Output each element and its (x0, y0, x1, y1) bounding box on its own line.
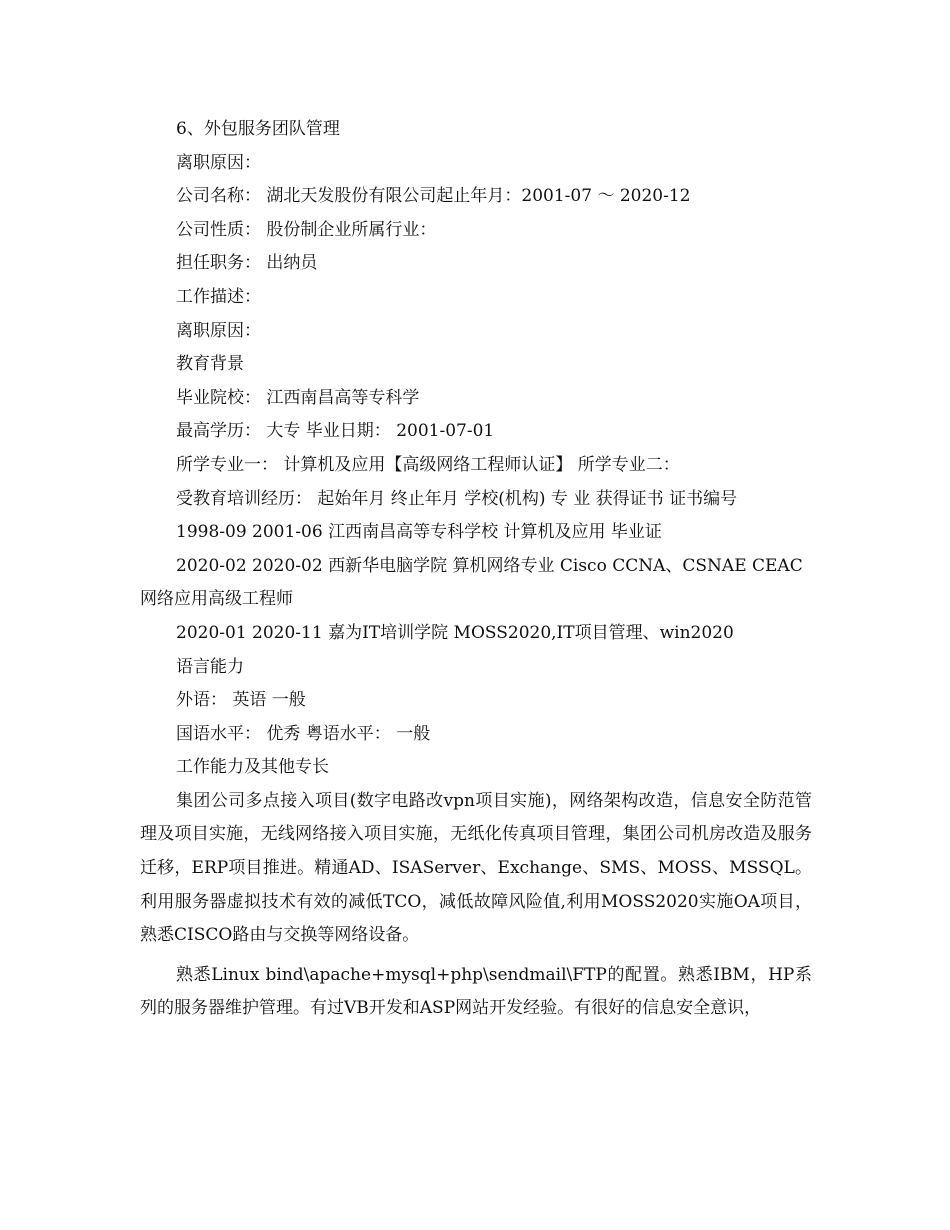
language-heading: 语言能力 (176, 656, 244, 677)
mandarin-line: 国语水平： 优秀 粤语水平： 一般 (176, 723, 431, 744)
job-description-label: 工作描述： (176, 286, 261, 307)
leave-reason-label: 离职原因： (176, 152, 261, 173)
training-row: 2020-01 2020-11 嘉为IT培训学院 MOSS2020,IT项目管理、win2020 (176, 622, 734, 643)
section-heading-outsourcing: 6、外包服务团队管理 (176, 119, 340, 139)
skills-paragraph: 集团公司多点接入项目(数字电路改vpn项目实施)，网络架构改造，信息安全防范管理及项目实施，无线网络接入项目实施，无纸化传真项目管理，集团公司机房改造及服务迁移，ERP项目推进。精通AD、ISAServer、Exchange、SMS、MOSS、MSSQL。利用服务器虚拟技术有效的减低TCO，减低故障风险值,利用MOSS2020实施OA项目，熟悉CISCO路由与交换等网络设备。 (140, 790, 812, 946)
training-header: 受教育培训经历： 起始年月 终止年月 学校(机构) 专 业 获得证书 证书编号 (176, 488, 738, 509)
company-name-line: 公司名称： 湖北天发股份有限公司起止年月：2001-07 ～ 2020-12 (176, 186, 691, 207)
document-body (140, 113, 812, 1026)
position-line: 担任职务： 出纳员 (176, 253, 318, 274)
school-line: 毕业院校： 江西南昌高等专科学 (176, 387, 420, 408)
education-heading: 教育背景 (176, 354, 244, 375)
training-row: 2020-02 2020-02 西新华电脑学院 算机网络专业 Cisco CCNA、CSNAE CEAC网络应用高级工程师 (140, 555, 803, 610)
skills-paragraph-2: 熟悉Linux bind\apache+mysql+php\sendmail\FTP的配置。熟悉IBM，HP系列的服务器维护管理。有过VB开发和ASP网站开发经验。有很好的信息安全意识， (140, 964, 812, 1019)
major-line: 所学专业一： 计算机及应用【高级网络工程师认证】 所学专业二： (176, 454, 680, 475)
skills-heading: 工作能力及其他专长 (176, 757, 329, 778)
degree-line: 最高学历： 大专 毕业日期： 2001-07-01 (176, 421, 495, 442)
company-type-line: 公司性质： 股份制企业所属行业： (176, 219, 437, 240)
foreign-language-line: 外语： 英语 一般 (176, 690, 306, 711)
training-row: 1998-09 2001-06 江西南昌高等专科学校 计算机及应用 毕业证 (176, 522, 662, 543)
leave-reason-label-2: 离职原因： (176, 320, 261, 341)
